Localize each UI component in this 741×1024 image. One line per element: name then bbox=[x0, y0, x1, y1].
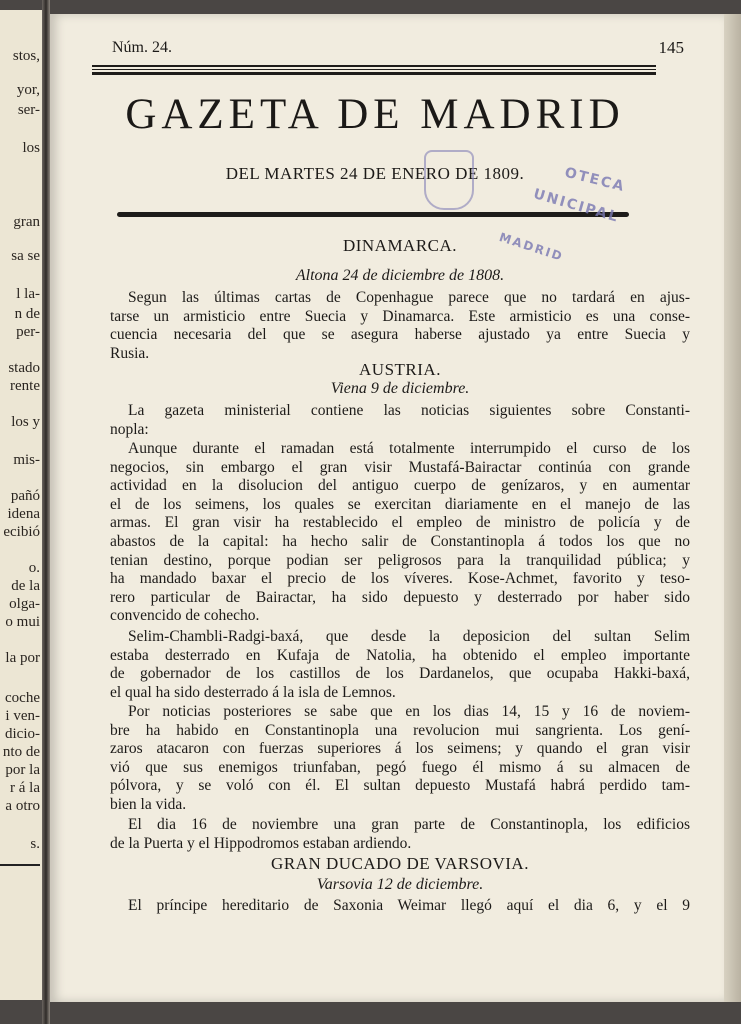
text-line: zaros atacaron con fuerzas superiores á los seimens; y quando el gran visir bbox=[110, 740, 690, 758]
left-page-line: gran bbox=[13, 214, 40, 230]
left-page-line: o mui bbox=[5, 614, 40, 630]
page-right-edge bbox=[724, 14, 741, 1002]
text-line: el qual ha sido desterrado á la isla de Lemnos. bbox=[110, 683, 396, 701]
left-page-line: a otro bbox=[5, 798, 40, 814]
book-gutter bbox=[42, 0, 50, 1024]
newspaper-page bbox=[50, 14, 724, 1002]
left-page-line: idena bbox=[7, 506, 40, 522]
text-line: actividad en la disolucion del antiguo cuerpo de genízaros, y en aumentar bbox=[110, 477, 690, 495]
text-line: Selim-Chambli-Radgi-baxá, que desde la deposicion del sultan Selim bbox=[128, 628, 690, 645]
masthead-title: GAZETA DE MADRID bbox=[125, 91, 625, 138]
section-heading: GRAN DUCADO DE VARSOVIA. bbox=[271, 854, 529, 873]
left-page-line: los y bbox=[11, 414, 40, 430]
masthead-top-rule bbox=[92, 65, 656, 75]
text-line: tenian destino, porque podian ser peligrosos para la tranquilidad pública; y bbox=[110, 551, 690, 569]
left-page-line: l la- bbox=[16, 286, 40, 302]
left-page-line: per- bbox=[16, 324, 40, 340]
text-line: La gazeta ministerial contiene las noticias siguientes sobre Constanti- bbox=[128, 402, 690, 419]
text-line: bien la vida. bbox=[110, 795, 187, 813]
text-line: de la Puerta y el Hippodromos estaban ardiendo. bbox=[110, 834, 412, 852]
left-page-rule bbox=[0, 864, 40, 866]
text-line: cuencia necesaria del que se asegura haberse ajustado ya entre Suecia y bbox=[110, 326, 690, 344]
left-page-line: i ven- bbox=[5, 708, 40, 724]
text-line: el de los seimens, los quales se exercitan diariamente en el manejo de las bbox=[110, 495, 690, 513]
text-line: convencido de cohecho. bbox=[110, 607, 260, 625]
article-paragraph bbox=[110, 816, 690, 853]
left-page-line: r á la bbox=[10, 780, 40, 796]
left-page-line: ecibió bbox=[3, 524, 40, 540]
text-line: rero particular de Bairactar, ha sido depuesto y desterrado por haber sido bbox=[110, 588, 690, 606]
left-page-line: los bbox=[22, 140, 40, 156]
section-dateline: Altona 24 de diciembre de 1808. bbox=[295, 267, 505, 284]
left-page-line: pañó bbox=[10, 488, 40, 504]
article-paragraph bbox=[110, 897, 690, 916]
left-page-line: dicio- bbox=[5, 726, 40, 742]
text-line: Por noticias posteriores se sabe que en los dias 14, 15 y 16 de noviem- bbox=[128, 703, 690, 720]
article-paragraph bbox=[110, 440, 690, 626]
left-page-line: n de bbox=[14, 306, 40, 322]
text-line: bre ha habido en Constantinopla una revolucion mui sangrienta. Los gení- bbox=[110, 721, 690, 739]
text-line: tarse un armisticio entre Suecia y Dinamarca. Este armisticio es una conse- bbox=[110, 307, 690, 325]
left-page-line: stos, bbox=[12, 48, 40, 64]
text-line: Aunque durante el ramadan está totalmente interrumpido el curso de los bbox=[128, 440, 690, 457]
left-page-line: o. bbox=[28, 560, 40, 576]
left-page-line: coche bbox=[5, 690, 40, 706]
stamp-text: OTECA bbox=[562, 164, 628, 196]
left-page-line: sa se bbox=[11, 248, 40, 264]
section-heading: DINAMARCA. bbox=[342, 236, 458, 255]
text-line: negocios, sin embargo el gran visir Mustafá-Bairactar continúa con grande bbox=[110, 458, 690, 476]
left-page-line: mis- bbox=[13, 452, 40, 468]
stamp-text: UNICIPAL bbox=[531, 186, 622, 226]
text-line: Rusia. bbox=[110, 344, 150, 362]
article-paragraph bbox=[110, 289, 690, 363]
text-line: de gobernador de los castillos de los Dardanelos, que ocupaba Hakki-baxá, bbox=[110, 665, 690, 683]
text-line: Segun las últimas cartas de Copenhague parece que no tardará en ajus- bbox=[128, 289, 690, 306]
left-page-line: por la bbox=[5, 762, 40, 778]
text-line: El dia 16 de noviembre una gran parte de Constantinopla, los edificios bbox=[128, 816, 690, 833]
left-page-line: ser- bbox=[17, 102, 40, 118]
stamp-text: MADRID bbox=[497, 230, 566, 264]
text-line: vió que sus enemigos triunfaban, pegó fuego él mismo á su almacen de bbox=[110, 758, 690, 776]
section-dateline: Varsovia 12 de diciembre. bbox=[316, 876, 484, 893]
article-paragraph bbox=[110, 402, 690, 439]
masthead-bottom-rule bbox=[117, 212, 629, 217]
left-page-line: la por bbox=[5, 650, 40, 666]
page-number: 145 bbox=[658, 38, 684, 57]
left-page-line: s. bbox=[30, 836, 40, 852]
text-line: pólvora, y se voló con él. El sultan depuesto Mustafá habrá perdido tam- bbox=[110, 777, 690, 795]
article-paragraph bbox=[110, 703, 690, 815]
left-page-line: de la bbox=[11, 578, 40, 594]
article-paragraph bbox=[110, 628, 690, 702]
left-page-line: stado bbox=[8, 360, 40, 376]
issue-date: DEL MARTES 24 DE ENERO DE 1809. bbox=[225, 164, 525, 183]
left-page-line: rente bbox=[10, 378, 40, 394]
left-page-line: yor, bbox=[16, 82, 40, 98]
text-line: El príncipe hereditario de Saxonia Weimar llegó aquí el dia 6, y el 9 bbox=[128, 897, 690, 914]
text-line: ha mandado baxar el precio de los víveres. Kose-Achmet, favorito y teso- bbox=[110, 570, 690, 588]
section-dateline: Viena 9 de diciembre. bbox=[330, 380, 470, 397]
left-page-fragment bbox=[0, 10, 42, 1000]
issue-number: Núm. 24. bbox=[112, 39, 172, 56]
left-page-line: olga- bbox=[9, 596, 40, 612]
text-line: armas. El gran visir ha restablecido el empleo de ministro de policía y de bbox=[110, 514, 690, 532]
left-page-line: nto de bbox=[2, 744, 40, 760]
text-line: nopla: bbox=[110, 420, 149, 438]
text-line: abastos de la capital: ha hecho salir de Constantinopla á todos los que no bbox=[110, 532, 690, 550]
text-line: estaba desterrado en Kufaja de Natolia, ha obtenido el empleo importante bbox=[110, 646, 690, 664]
section-heading: AUSTRIA. bbox=[359, 360, 441, 379]
